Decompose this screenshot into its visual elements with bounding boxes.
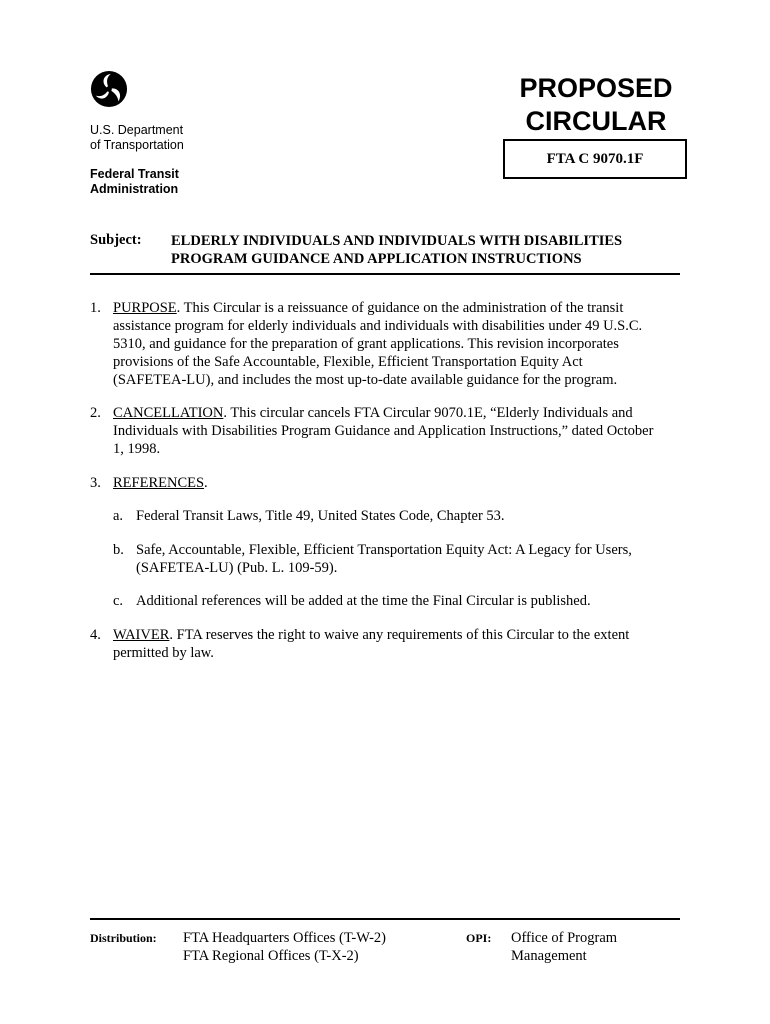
section-number: 3. xyxy=(90,475,101,491)
section-purpose xyxy=(90,299,690,389)
reference-text: (SAFETEA-LU) (Pub. L. 109-59). xyxy=(136,560,338,576)
section-number: 1. xyxy=(90,300,101,316)
reference-letter: c. xyxy=(113,593,124,609)
reference-item xyxy=(113,541,688,577)
section-heading: WAIVER xyxy=(113,627,170,643)
section-text: . This circular cancels FTA Circular 9070.1E, “Elderly Individuals and xyxy=(223,405,633,421)
department-line2: of Transportation xyxy=(90,138,184,152)
section-number: 2. xyxy=(90,405,101,421)
circular-number-box xyxy=(503,139,687,179)
agency-line1: Federal Transit xyxy=(90,167,179,181)
section-references xyxy=(90,474,690,492)
subject-line2: PROGRAM GUIDANCE AND APPLICATION INSTRUCTIONS xyxy=(171,251,582,267)
reference-item xyxy=(113,592,688,610)
distribution-line2: FTA Regional Offices (T-X-2) xyxy=(183,948,359,964)
reference-text: Additional references will be added at the time the Final Circular is published. xyxy=(136,593,591,609)
distribution-label: Distribution: xyxy=(90,931,157,945)
footer-divider xyxy=(90,918,680,920)
section-number: 4. xyxy=(90,627,101,643)
opi-label: OPI: xyxy=(466,931,492,945)
section-heading: REFERENCES xyxy=(113,475,205,491)
section-text: (SAFETEA-LU), and includes the most up-to-date available guidance for the program. xyxy=(113,372,618,388)
section-text: . This Circular is a reissuance of guidance on the administration of the transit xyxy=(176,300,624,316)
dot-triskelion-logo-icon xyxy=(90,70,128,108)
section-heading: PURPOSE xyxy=(113,300,177,316)
subject-divider xyxy=(90,273,680,275)
agency-name xyxy=(90,167,179,197)
reference-text: Safe, Accountable, Flexible, Efficient Transportation Equity Act: A Legacy for Users, xyxy=(136,542,632,558)
opi-office xyxy=(511,929,661,965)
opi-line2: Management xyxy=(511,948,587,964)
subject-label: Subject: xyxy=(90,232,142,248)
reference-letter: b. xyxy=(113,542,124,558)
department-line1: U.S. Department xyxy=(90,123,184,137)
title-line1: PROPOSED xyxy=(519,73,673,103)
reference-item xyxy=(113,507,688,525)
section-cancellation xyxy=(90,404,690,458)
section-text: 1, 1998. xyxy=(113,441,161,457)
document-title xyxy=(496,72,696,138)
reference-letter: a. xyxy=(113,508,124,524)
section-waiver xyxy=(90,626,690,662)
distribution-line1: FTA Headquarters Offices (T-W-2) xyxy=(183,930,386,946)
distribution-list xyxy=(183,929,386,965)
department-name xyxy=(90,123,184,153)
circular-number: FTA C 9070.1F xyxy=(546,150,644,167)
reference-text: Federal Transit Laws, Title 49, United States Code, Chapter 53. xyxy=(136,508,505,524)
section-text: 5310, and guidance for the preparation of grant applications. This revision incorporates xyxy=(113,336,619,352)
opi-line1: Office of Program xyxy=(511,930,618,946)
section-heading: CANCELLATION xyxy=(113,405,224,421)
section-text: permitted by law. xyxy=(113,645,214,661)
subject-text xyxy=(171,232,691,268)
subject-line1: ELDERLY INDIVIDUALS AND INDIVIDUALS WITH DISABILITIES xyxy=(171,233,623,249)
section-text: Individuals with Disabilities Program Guidance and Application Instructions,” dated October xyxy=(113,423,654,439)
section-text: provisions of the Safe Accountable, Flexible, Efficient Transportation Equity Act xyxy=(113,354,583,370)
agency-line2: Administration xyxy=(90,182,179,196)
section-text: . FTA reserves the right to waive any requirements of this Circular to the extent xyxy=(169,627,630,643)
section-text: assistance program for elderly individuals and individuals with disabilities under 49 U.S.C. xyxy=(113,318,643,334)
title-line2: CIRCULAR xyxy=(525,106,667,136)
section-text: . xyxy=(204,475,208,491)
